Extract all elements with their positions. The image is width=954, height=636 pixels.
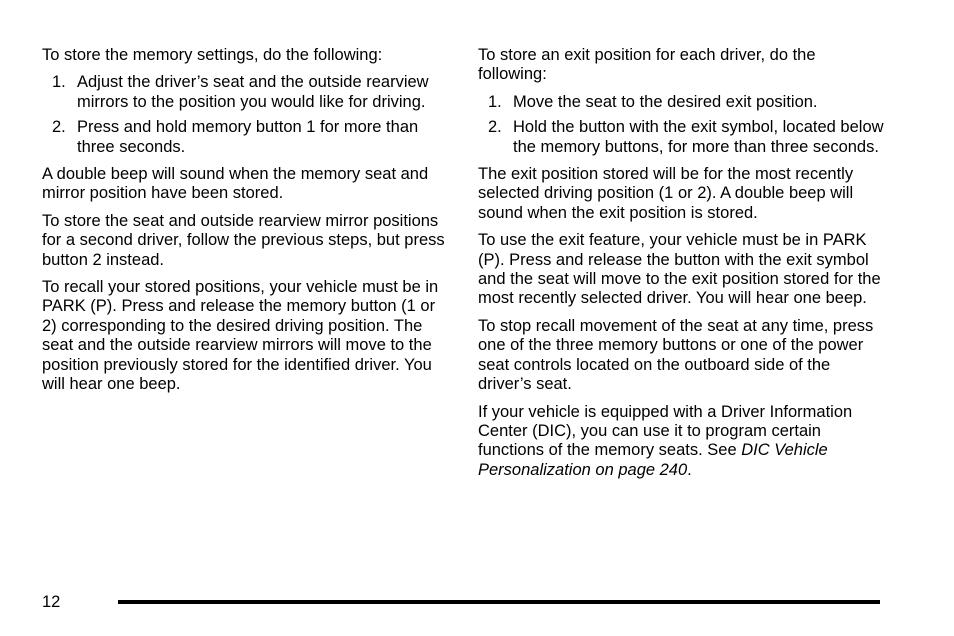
right-intro: To store an exit position for each driver, do the following:	[478, 46, 816, 84]
page-number: 12	[42, 593, 61, 611]
step-number: 2.	[488, 118, 502, 137]
left-intro: To store the memory settings, do the following:	[42, 46, 383, 64]
dic-end: .	[687, 460, 692, 479]
list-item	[478, 93, 888, 112]
dic-text: If your vehicle is equipped with a Driver Information Center (DIC), you can use it to program certain functions of the memory seats. See	[478, 402, 853, 460]
step-text: Move the seat to the desired exit position.	[513, 92, 818, 111]
paragraph: To use the exit feature, your vehicle must be in PARK (P). Press and release the button with the exit symbol and the seat will move to the exit position stored for the most recently selected driver. You will hear one beep.	[478, 231, 881, 308]
dic-cross-reference: DIC Vehicle Personalization on page 240	[478, 441, 828, 479]
list-item	[478, 118, 888, 157]
step-text: Adjust the driver’s seat and the outside rearview mirrors to the position you would like for driving.	[77, 73, 429, 111]
left-column	[42, 46, 450, 403]
paragraph: To stop recall movement of the seat at any time, press one of the three memory buttons or one of the power seat controls located on the outboard side of the driver’s seat.	[478, 316, 874, 394]
step-number: 1.	[488, 92, 502, 111]
step-number: 1.	[52, 73, 66, 92]
step-text: Press and hold memory button 1 for more than three seconds.	[77, 118, 419, 156]
list-item	[42, 73, 450, 112]
paragraph: The exit position stored will be for the most recently selected driving position (1 or 2). A double beep will sound when the exit position is stored.	[478, 165, 854, 222]
footer-rule	[118, 600, 880, 604]
paragraph: A double beep will sound when the memory seat and mirror position have been stored.	[42, 165, 429, 203]
paragraph: To recall your stored positions, your vehicle must be in PARK (P). Press and release the memory button (1 or 2) corresponding to the desired driving position. The seat and the outside rearview mirrors will move to the position previously stored for the identified driver. You will hear one beep.	[42, 278, 439, 394]
paragraph: To store the seat and outside rearview mirror positions for a second driver, follow the previous steps, but press button 2 instead.	[42, 211, 445, 269]
step-text: Hold the button with the exit symbol, located below the memory buttons, for more than three seconds.	[513, 118, 884, 156]
right-steps-list	[478, 93, 888, 157]
right-column	[478, 46, 888, 488]
step-number: 2.	[52, 118, 66, 137]
dic-paragraph	[478, 403, 888, 481]
list-item	[42, 118, 450, 157]
left-steps-list	[42, 73, 450, 157]
